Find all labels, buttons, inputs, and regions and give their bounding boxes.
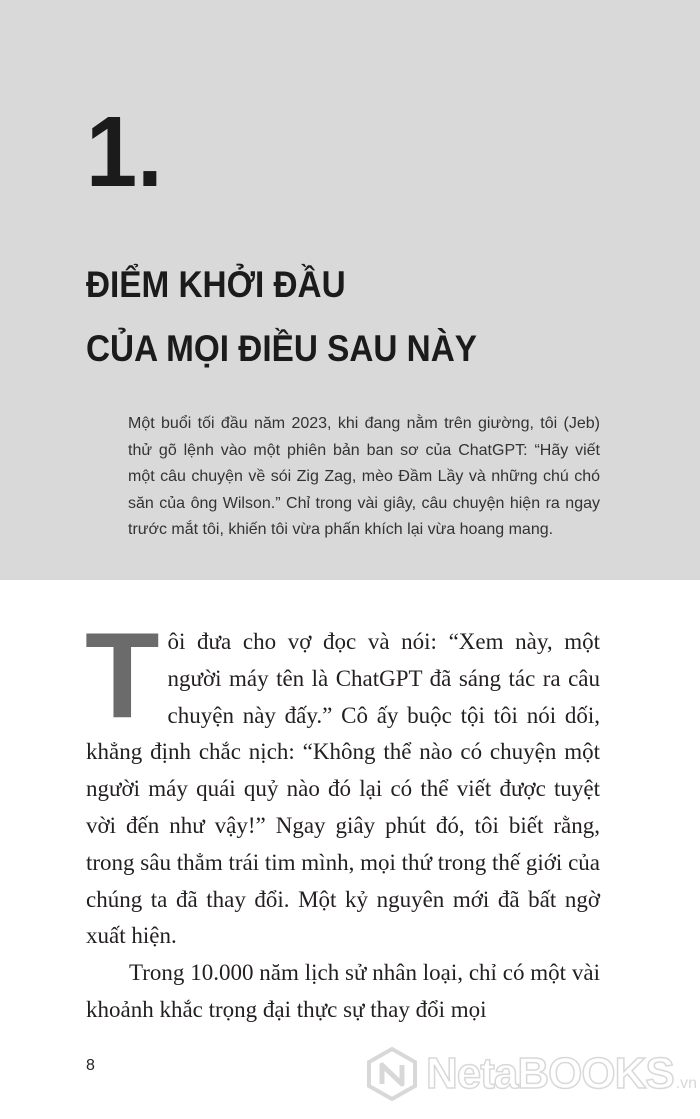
chapter-intro: Một buổi tối đầu năm 2023, khi đang nằm trên giường, tôi (Jeb) thử gõ lệnh vào một phiên bản ban sơ của ChatGPT: “Hãy viết một câu chuyện về sói Zig Zag, mèo Đầm Lầy và những chú chó săn của ông Wilson.” Chỉ trong vài giây, câu chuyện hiện ra ngay trước mắt tôi, khiến tôi vừa phấn khích lại vừa hoang mang.	[128, 415, 600, 539]
page-number: 8	[86, 1057, 95, 1074]
chapter-title	[86, 253, 477, 381]
chapter-number: 1.	[86, 96, 163, 208]
watermark-suffix: .vn	[675, 1075, 698, 1092]
dropcap: T	[85, 607, 160, 743]
paragraph-1-text: ôi đưa cho vợ đọc và nói: “Xem này, một người máy tên là ChatGPT đã sáng tác ra câu chuyện này đấy.” Cô ấy buộc tội tôi nói dối, khẳng định chắc nịch: “Không thể nào có chuyện một người máy quái quỷ nào đó lại có thể viết được tuyệt vời đến như vậy!” Ngay giây phút đó, tôi biết rằng, trong sâu thẳm trái tim mình, mọi thứ trong thế giới của chúng ta đã thay đổi. Một kỷ nguyên mới đã bất ngờ xuất hiện.	[86, 629, 600, 949]
body-text	[85, 607, 600, 1029]
chapter-title-line-1: ĐIỂM KHỞI ĐẦU	[86, 264, 346, 305]
watermark-brand: NetaBOOKS	[426, 1049, 674, 1098]
paragraph-2: Trong 10.000 năm lịch sử nhân loại, chỉ có một vài khoảnh khắc trọng đại thực sự thay đổi mọi	[86, 960, 600, 1022]
chapter-title-line-2: CỦA MỌI ĐIỀU SAU NÀY	[86, 328, 477, 369]
watermark	[364, 1044, 697, 1104]
netabooks-logo-icon	[364, 1046, 420, 1102]
paragraph-1	[85, 607, 600, 955]
